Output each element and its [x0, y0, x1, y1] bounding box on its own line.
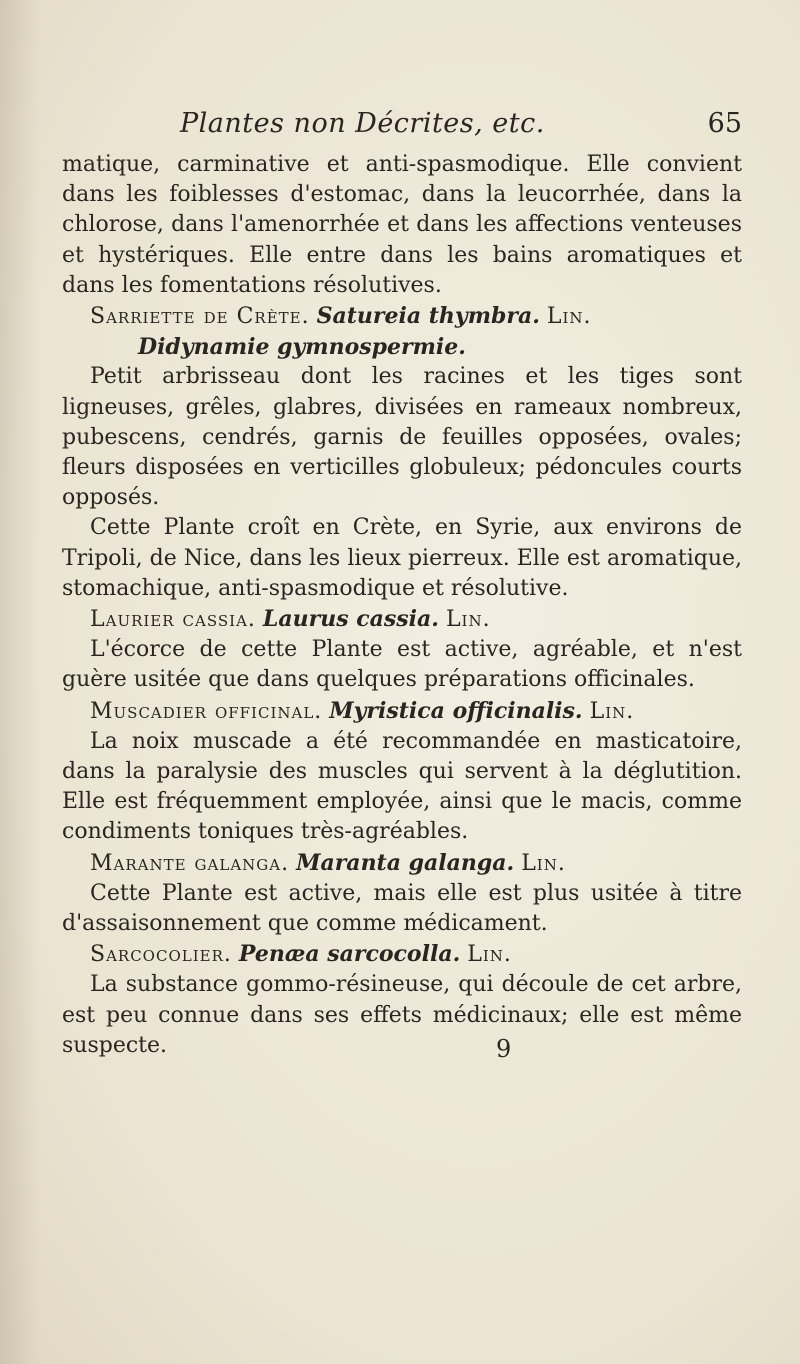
- entry-authority: Lin.: [445, 607, 491, 633]
- entry-common-name: Laurier cassia.: [90, 607, 256, 633]
- entry-paragraph: Cette Plante croît en Crète, en Syrie, aux environs de Tripoli, de Nice, dans les lieux pierreux. Elle est aromatique, stomachique, anti-spasmodique et résolutive.: [62, 515, 743, 601]
- entry-heading: [62, 301, 742, 332]
- entry-latin-name: Maranta galanga.: [296, 849, 515, 876]
- entry-heading: [62, 696, 742, 727]
- entry-heading: [62, 939, 742, 970]
- entry-authority: Lin.: [589, 698, 635, 724]
- entry-paragraph: L'écorce de cette Plante est active, agréable, et n'est guère usitée que dans quelques préparations officinales.: [62, 637, 742, 693]
- entry-authority: Lin.: [546, 304, 592, 330]
- entry-common-name: Sarriette de Crète.: [90, 304, 310, 330]
- entry-authority: Lin.: [521, 850, 566, 876]
- entry-heading: [62, 848, 742, 879]
- entry-paragraph: Cette Plante est active, mais elle est plus usitée à titre d'assaisonnement que comme médicament.: [62, 880, 742, 937]
- page-number: 65: [707, 108, 742, 139]
- entry-common-name: Marante galanga.: [90, 850, 290, 876]
- entry-paragraph: Petit arbrisseau dont les racines et les tiges sont ligneuses, grêles, glabres, divisées en rameaux nombreux, pubescens, cendrés, garnis de feuilles opposées, ovales; fleurs disposées en verticilles globuleux; pédoncules courts opposés.: [62, 364, 742, 511]
- entry-common-name: Sarcocolier.: [90, 942, 232, 968]
- running-head: Plantes non Décrites, etc.: [180, 108, 545, 139]
- signature-mark: 9: [496, 1035, 512, 1063]
- entry-authority: Lin.: [467, 942, 512, 968]
- entry-paragraph: La substance gommo-résineuse, qui découle de cet arbre, est peu connue dans ses effets médicinaux; elle est même suspecte.: [62, 972, 742, 1058]
- entry-classification: Didynamie gymnospermie.: [138, 334, 466, 361]
- intro-paragraph: matique, carminative et anti-spasmodique. Elle convient dans les foiblesses d'estomac, dans la leucorrhée, dans la chlorose, dans l'amenorrhée et dans les affections venteuses et hystériques. Elle entre dans les bains aromatiques et dans les fomentations résolutives.: [62, 152, 742, 298]
- entry-latin-name: Myristica officinalis.: [329, 697, 583, 724]
- entry-common-name: Muscadier officinal.: [90, 698, 323, 724]
- entry-paragraph: La noix muscade a été recommandée en masticatoire, dans la paralysie des muscles qui servent à la déglutition. Elle est fréquemment employée, ainsi que le macis, comme condiments toniques très-agréables.: [62, 728, 742, 845]
- entry-latin-name: Penæa sarcocolla.: [238, 941, 461, 968]
- page-body: [62, 150, 742, 1061]
- page-gutter-shadow: [0, 0, 40, 1364]
- entry-heading: [62, 604, 742, 635]
- page-header: [62, 108, 742, 148]
- entry-latin-name: Laurus cassia.: [262, 606, 439, 633]
- entry-latin-name: Satureia thymbra.: [316, 303, 540, 330]
